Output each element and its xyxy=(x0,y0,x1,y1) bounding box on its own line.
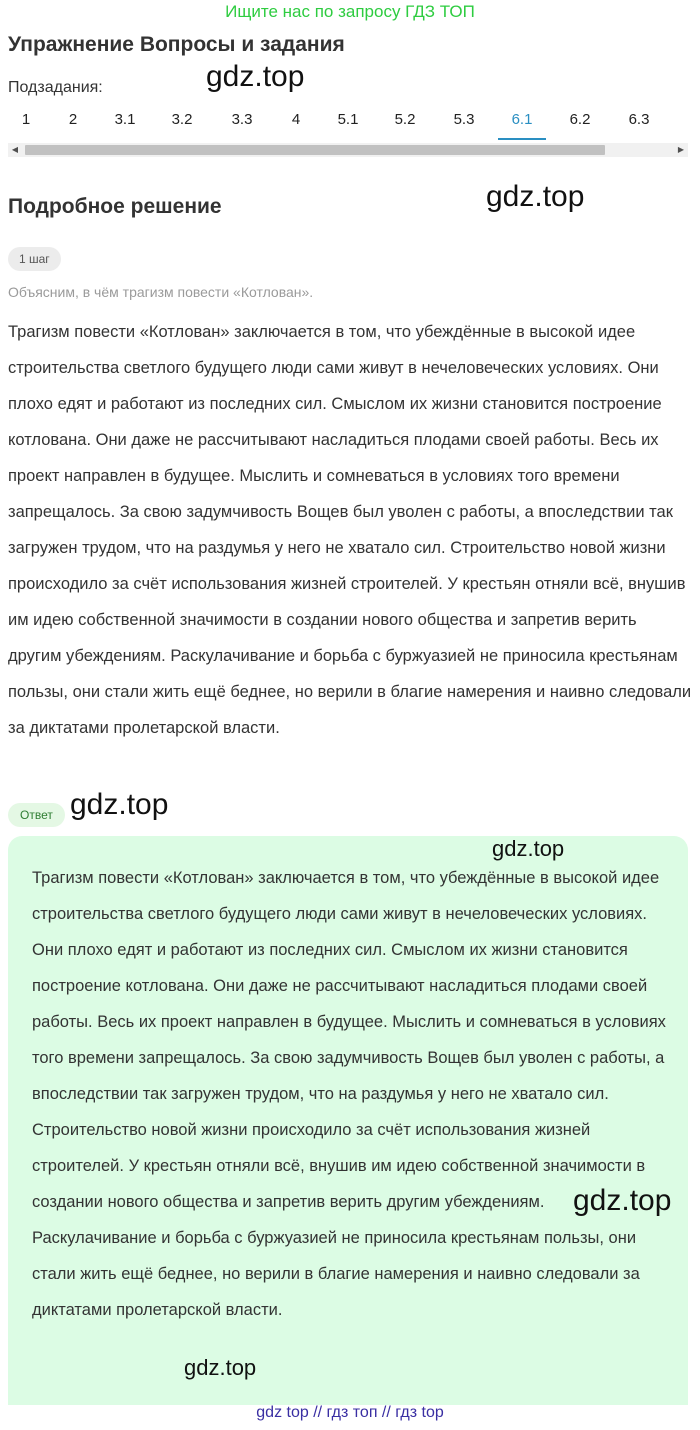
watermark: gdz.top xyxy=(573,1184,672,1217)
scroll-left-arrow-icon[interactable]: ◀ xyxy=(11,145,19,154)
tab-subtask-active[interactable]: 6.1 xyxy=(498,108,546,140)
answer-box xyxy=(8,836,688,1405)
tab-subtask[interactable]: 1 xyxy=(21,111,31,128)
tab-subtask[interactable]: 5.1 xyxy=(337,111,359,128)
tab-subtask[interactable]: 5.2 xyxy=(394,111,416,128)
promo-banner[interactable]: Ищите нас по запросу ГДЗ ТОП xyxy=(225,2,475,21)
tab-subtask[interactable]: 5.3 xyxy=(453,111,475,128)
exercise-title: Упражнение Вопросы и задания xyxy=(8,33,345,56)
tab-subtask[interactable]: 3.1 xyxy=(114,111,136,128)
tab-subtask[interactable]: 6.3 xyxy=(628,111,650,128)
watermark: gdz.top xyxy=(486,180,585,213)
tab-subtask[interactable]: 3.3 xyxy=(231,111,253,128)
watermark: gdz.top xyxy=(492,836,565,861)
subtasks-label: Подзадания: xyxy=(8,79,103,96)
horizontal-scrollbar[interactable] xyxy=(8,143,688,157)
scroll-right-arrow-icon[interactable]: ▶ xyxy=(677,145,685,154)
watermark: gdz.top xyxy=(206,60,305,93)
subtask-tabs xyxy=(0,108,700,140)
solution-text: Трагизм повести «Котлован» заключается в том, что убеждённые в высокой идее строительства светлого будущего люди сами живут в нечеловеческих условиях. Они плохо едят и работают из последних сил. Смыслом их жизни становится построение котлована. Они даже не рассчитывают насладиться плодами своей работы. Весь их проект направлен в будущее. Мыслить и сомневаться в условиях того времени запрещалось. За свою задумчивость Вощев был уволен с работы, а впоследствии так загружен трудом, что на раздумья у него не хватало сил. Строительство новой жизни происходило за счёт использования жизней строителей. У крестьян отняли всё, внушив им идею собственной значимости в создании нового общества и запретив верить другим убеждениям. Раскулачивание и борьба с буржуазией не приносила крестьянам пользы, они стали жить ещё беднее, но верили в благие намерения и наивно следовали за диктатами пролетарской власти. xyxy=(8,323,692,737)
tab-subtask[interactable]: 3.2 xyxy=(171,111,193,128)
tab-subtask[interactable]: 4 xyxy=(291,111,301,128)
answer-badge: Ответ xyxy=(8,803,65,827)
tab-subtask[interactable]: 6.2 xyxy=(569,111,591,128)
step-badge: 1 шаг xyxy=(8,247,61,271)
watermark: gdz.top xyxy=(70,788,169,821)
watermark: gdz.top xyxy=(184,1355,257,1380)
footer-links[interactable]: gdz top // гдз топ // гдз top xyxy=(256,1404,444,1421)
scrollbar-thumb[interactable] xyxy=(25,145,605,155)
answer-text: Трагизм повести «Котлован» заключается в том, что убеждённые в высокой идее строительства светлого будущего люди сами живут в нечеловеческих условиях. Они плохо едят и работают из последних сил. Смыслом их жизни становится построение котлована. Они даже не рассчитывают насладиться плодами своей работы. Весь их проект направлен в будущее. Мыслить и сомневаться в условиях того времени запрещалось. За свою задумчивость Вощев был уволен с работы, а впоследствии так загружен трудом, что на раздумья у него не хватало сил. Строительство новой жизни происходило за счёт использования жизней строителей. У крестьян отняли всё, внушив им идею собственной значимости в создании нового общества и запретив верить другим убеждениям. Раскулачивание и борьба с буржуазией не приносила крестьянам пользы, они стали жить ещё беднее, но верили в благие намерения и наивно следовали за диктатами пролетарской власти. xyxy=(32,869,666,1319)
solution-title: Подробное решение xyxy=(8,195,222,218)
step-hint: Объясним, в чём трагизм повести «Котлован». xyxy=(8,284,314,300)
tab-subtask[interactable]: 2 xyxy=(68,111,78,128)
